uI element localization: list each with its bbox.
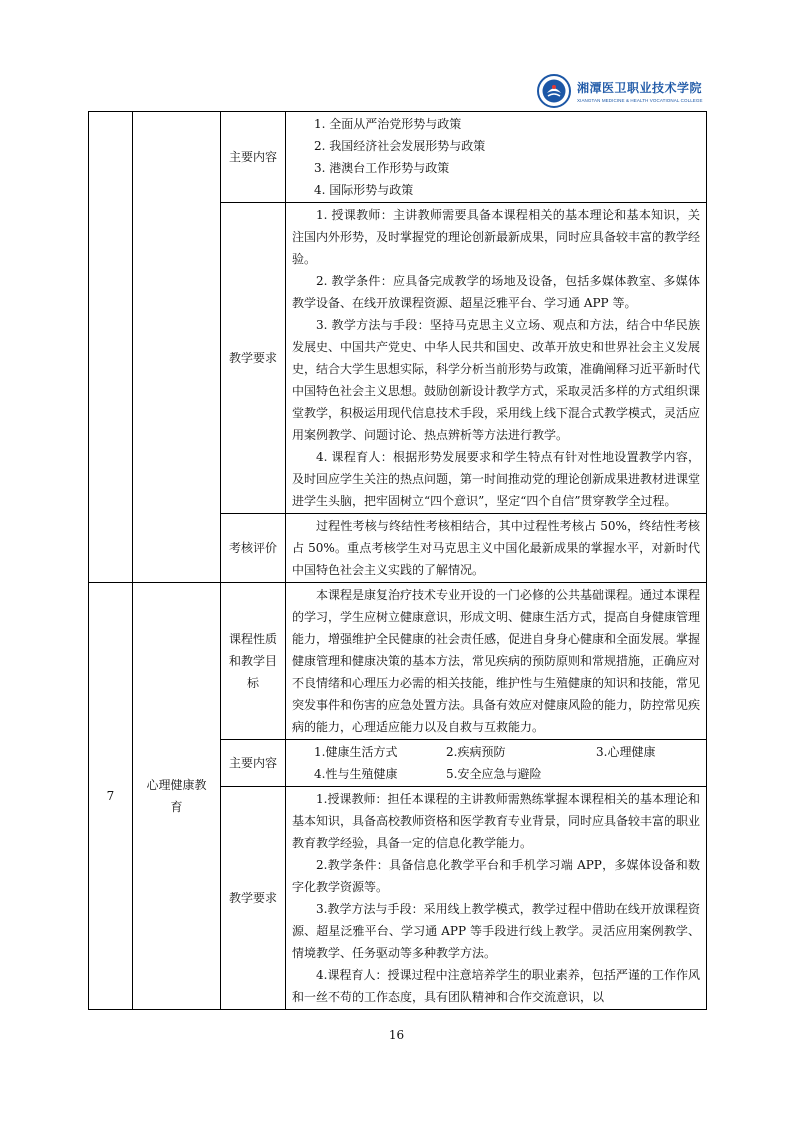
- main-content-label: 主要内容: [221, 112, 286, 203]
- teaching-requirements-label: 教学要求: [221, 203, 286, 514]
- list-item: 1.健康生活方式: [314, 745, 398, 759]
- paragraph: 2.教学条件：具备信息化教学平台和手机学习端 APP，多媒体设备和数字化教学资源等。: [292, 858, 700, 894]
- course-name: 心理健康教育: [146, 778, 207, 814]
- paragraph: 4.课程育人：授课过程中注意培养学生的职业素养，包括严谨的工作作风和一丝不苟的工作态度，具有团队精神和合作交流意识，以: [292, 968, 700, 1004]
- course-number: 7: [89, 583, 133, 1010]
- table-row: [89, 112, 707, 203]
- main-content-cell: [286, 112, 707, 203]
- main-content-cell: [286, 740, 707, 787]
- list-item: 3.心理健康: [596, 745, 656, 759]
- paragraph: 3. 教学方法与手段：坚持马克思主义立场、观点和方法，结合中华民族发展史、中国共产党史、中华人民共和国史、改革开放史和世界社会主义发展史，结合大学生思想实际，科学分析当前形势与政策，准确阐释习近平新时代中国特色社会主义思想。鼓励创新设计教学方式，采取灵活多样的方式组织课堂教学，积极运用现代信息技术手段，采用线上线下混合式教学模式，灵活应用案例教学、问题讨论、热点辨析等方法进行教学。: [292, 318, 701, 442]
- table-row: [89, 583, 707, 740]
- prev-course-name-cell: [133, 112, 221, 583]
- school-name: [577, 79, 703, 103]
- paragraph: 4. 课程育人：根据形势发展要求和学生特点有针对性地设置教学内容，及时回应学生关注的热点问题，第一时间推动党的理论创新成果进教材进课堂进学生头脑，把牢固树立“四个意识”，坚定“四个自信”贯穿教学全过程。: [292, 450, 701, 508]
- school-emblem-icon: [537, 74, 571, 108]
- paragraph: 1. 授课教师：主讲教师需要具备本课程相关的基本理论和基本知识，关注国内外形势，及时掌握党的理论创新最新成果，同时应具备较丰富的教学经验。: [292, 208, 701, 266]
- paragraph: 3.教学方法与手段：采用线上教学模式，教学过程中借助在线开放课程资源、超星泛雅平台、学习通 APP 等手段进行线上教学。灵活应用案例教学、情境教学、任务驱动等多种教学方法。: [292, 902, 700, 960]
- content-item-grid: [292, 741, 700, 785]
- teaching-requirements-label: 教学要求: [221, 787, 286, 1010]
- teaching-requirements-cell: [286, 203, 707, 514]
- main-content-label: 主要内容: [221, 740, 286, 787]
- list-item: 2. 我国经济社会发展形势与政策: [314, 139, 486, 153]
- paragraph: 1.授课教师：担任本课程的主讲教师需熟练掌握本课程相关的基本理论和基本知识，具备高校教师资格和医学教育专业背景，同时应具备较丰富的职业教育教学经验，具备一定的信息化教学能力。: [292, 792, 701, 850]
- list-item: 5.安全应急与避险: [446, 767, 542, 781]
- page-number: 16: [388, 1028, 405, 1042]
- paragraph: 2. 教学条件：应具备完成教学的场地及设备，包括多媒体教室、多媒体教学设备、在线开放课程资源、超星泛雅平台、学习通 APP 等。: [292, 274, 700, 310]
- list-item: 4.性与生殖健康: [314, 767, 398, 781]
- list-item: 1. 全面从严治党形势与政策: [314, 117, 462, 131]
- assessment-label: 考核评价: [221, 514, 286, 583]
- school-name-en: XIANGTAN MEDICINE & HEALTH VOCATIONAL COLLEGE: [577, 98, 703, 103]
- course-nature-label: 课程性质和教学目标: [221, 583, 286, 740]
- list-item: 3. 港澳台工作形势与政策: [314, 161, 450, 175]
- school-name-cn: 湘潭医卫职业技术学院: [577, 81, 703, 95]
- assessment-cell: [286, 514, 707, 583]
- teaching-requirements-cell: [286, 787, 707, 1010]
- paragraph: 过程性考核与终结性考核相结合，其中过程性考核占 50%，终结性考核占 50%。重点考核学生对马克思主义中国化最新成果的掌握水平，对新时代中国特色社会主义实践的了解情况。: [292, 519, 700, 577]
- course-name-cell: [133, 583, 221, 1010]
- paragraph: 本课程是康复治疗技术专业开设的一门必修的公共基础课程。通过本课程的学习，学生应树立健康意识，形成文明、健康生活方式，提高自身健康管理能力，增强维护全民健康的社会责任感，促进自身身心健康和全面发展。掌握健康管理和健康决策的基本方法，常见疾病的预防原则和常规措施，正确应对不良情绪和心理压力必需的相关技能，维护性与生殖健康的知识和技能，常见突发事件和伤害的应急处置方法。具备有效应对健康风险的能力，防控常见疾病的能力，心理适应能力以及自救与互救能力。: [292, 588, 701, 734]
- prev-course-number-cell: [89, 112, 133, 583]
- course-table: [88, 111, 707, 1010]
- school-logo: [537, 72, 717, 110]
- list-item: 4. 国际形势与政策: [314, 183, 414, 197]
- course-nature-cell: [286, 583, 707, 740]
- list-item: 2.疾病预防: [446, 745, 506, 759]
